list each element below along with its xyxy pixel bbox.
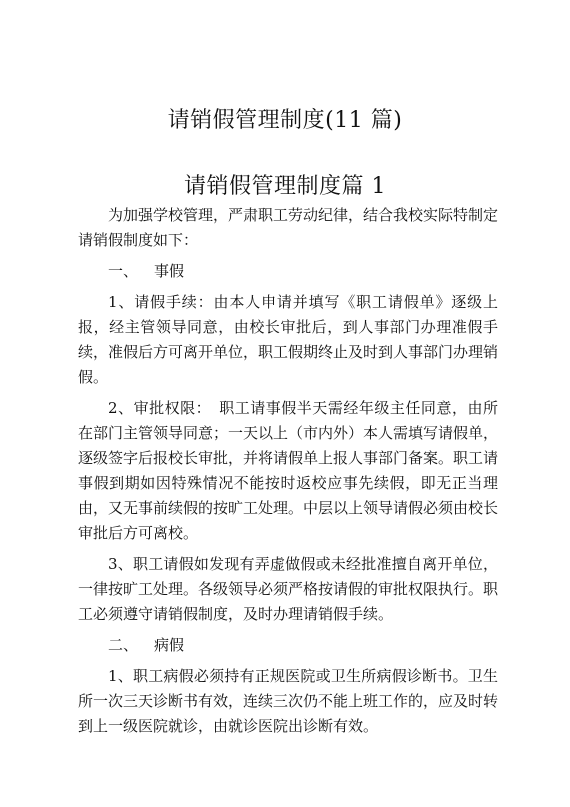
section-title: 请销假管理制度篇 1 [184, 174, 386, 199]
document-body [78, 203, 498, 745]
heading-sick-leave [78, 633, 498, 658]
heading-personal-leave [78, 259, 498, 284]
intro-paragraph: 为加强学校管理，严肃职工劳动纪律，结合我校实际特制定请销假制度如下： [78, 206, 499, 249]
paragraph-approval-authority: 2、审批权限： 职工请事假半天需经年级主任同意，由所在部门主管领导同意；一天以上（市内外）本人需填写请假单，逐级签字后报校长审批，并将请假单上报人事部门备案。职工请事假到期如因特殊情况不能按时返校应事先续假，即无正当理由，又无事前续假的按旷工处理。中层以上领导请假必须由校长审批后方可离校。 [78, 399, 499, 542]
paragraph-violation: 3、职工请假如发现有弄虚做假或未经批准擅自离开单位，一律按旷工处理。各级领导必须严格按请假的审批权限执行。职工必须遵守请销假制度，及时办理请销假手续。 [78, 555, 499, 623]
document-title: 请销假管理制度(11 篇) [167, 108, 403, 133]
heading-text: 病假 [154, 636, 185, 654]
heading-number: 二、 [108, 636, 139, 654]
paragraph-leave-procedure: 1、请假手续：由本人申请并填写《职工请假单》逐级上报，经主管领导同意，由校长审批后，到人事部门办理准假手续，准假后方可离开单位，职工假期终止及时到人事部门办理销假。 [78, 293, 499, 386]
heading-number: 一、 [108, 262, 139, 280]
paragraph-sick-leave: 1、职工病假必须持有正规医院或卫生所病假诊断书。卫生所一次三天诊断书有效，连续三次仍不能上班工作的，应及时转到上一级医院就诊，由就诊医院出诊断有效。 [78, 667, 499, 735]
heading-text: 事假 [154, 262, 185, 280]
